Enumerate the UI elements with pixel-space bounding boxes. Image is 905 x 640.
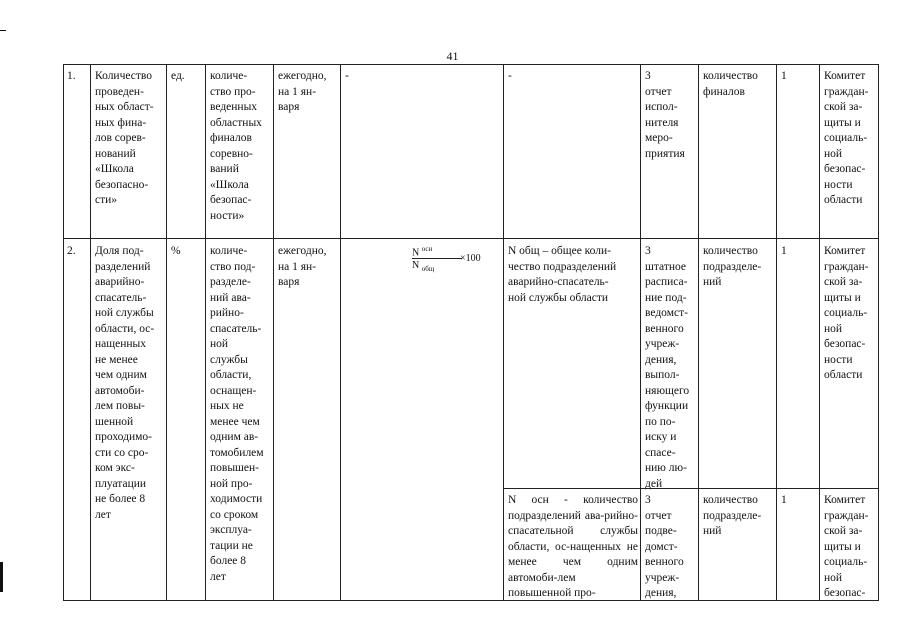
formula-denominator: N $_{общ}$ <box>412 260 435 273</box>
col-divider <box>166 64 167 601</box>
formula-numerator: N $^{осн}$ <box>412 245 433 259</box>
formula-multiplier: ×100 <box>460 253 481 264</box>
col-divider <box>878 64 879 601</box>
row1-responsible: Комитет граждан- ской за- щиты и социаль- ной безопас- ности области <box>824 70 869 206</box>
row2-unit: % <box>171 245 181 257</box>
col-divider <box>205 64 206 601</box>
col-divider <box>273 64 274 601</box>
row1-period: ежегодно, на 1 ян- варя <box>278 70 327 113</box>
row-divider <box>63 238 878 239</box>
row1-formula-dash: - <box>345 70 349 82</box>
row2-basic-indicator-1: N общ – общее коли- чество подразделений аварийно-спасатель- ной службы области <box>508 245 617 304</box>
row1-definition: количе- ство про- веденных областных финалов соревно- ваний «Школа безопас- ности» <box>210 70 262 222</box>
row2-source-2: 3 отчет подве- домст- венного учреж- дения, <box>645 494 684 599</box>
table-border-top <box>63 64 878 65</box>
row2-observation-unit-2: количество подразделе- ний <box>703 494 762 537</box>
col-divider <box>503 64 504 601</box>
row2-indicator-name: Доля под- разделений аварийно- спасатель- ной службы области, ос- нащенных не менее чем одним автомоби- лем повы- шенной проходимо- сти со сро- ком экс- плуатации не более 8 лет <box>95 245 155 521</box>
row1-count: 1 <box>781 70 787 82</box>
row2-basic-indicator-2: N осн - количество подразделений ава-рийно-спасательной службы области, ос-нащенных не менее чем одним автомоби-лем повышенной про- <box>508 494 638 599</box>
row2-formula <box>412 245 492 277</box>
row2-count-2: 1 <box>781 494 787 506</box>
col-divider <box>819 64 820 601</box>
row2-period: ежегодно, на 1 ян- варя <box>278 245 327 288</box>
table-border-bottom <box>63 600 878 601</box>
col-divider <box>63 64 64 601</box>
scan-artifact <box>0 30 6 31</box>
col-divider <box>90 64 91 601</box>
row1-unit: ед. <box>171 70 185 82</box>
col-divider <box>340 64 341 601</box>
row2-source-1: 3 штатное расписа- ние под- ведомст- венного учреж- дения, выпол- няющего функции по по- иску и спасе- нию лю- дей <box>645 245 690 490</box>
row2-responsible-1: Комитет граждан- ской за- щиты и социаль- ной безопас- ности области <box>824 245 869 381</box>
row2-responsible-2: Комитет граждан- ской за- щиты и социаль- ной безопас- <box>824 494 869 599</box>
row1-indicator-name: Количество проведен- ных област- ных фина- лов сорев- нований «Школа безопасно- сти» <box>95 70 154 206</box>
row1-number: 1. <box>67 70 76 82</box>
col-divider <box>640 64 641 601</box>
row1-observation-unit: количество финалов <box>703 70 758 98</box>
row2-observation-unit-1: количество подразделе- ний <box>703 245 762 288</box>
formula-fraction-bar <box>412 258 462 259</box>
col-divider <box>776 64 777 601</box>
row1-basic-indicator-dash: - <box>508 70 512 82</box>
row2-count-1: 1 <box>781 245 787 257</box>
row2-definition: количе- ство под- разделе- ний ава- рийно- спасатель- ной службы области, оснащен- ных не менее чем одним ав- томобилем повышен- ной про- ходимости со сроком эксплуа- тации не более 8 лет <box>210 245 264 583</box>
col-divider <box>698 64 699 601</box>
scan-artifact <box>0 562 3 592</box>
page-number: 41 <box>446 49 459 63</box>
row1-source: 3 отчет испол- нителя меро- приятия <box>645 70 685 160</box>
row2-number: 2. <box>67 245 76 257</box>
